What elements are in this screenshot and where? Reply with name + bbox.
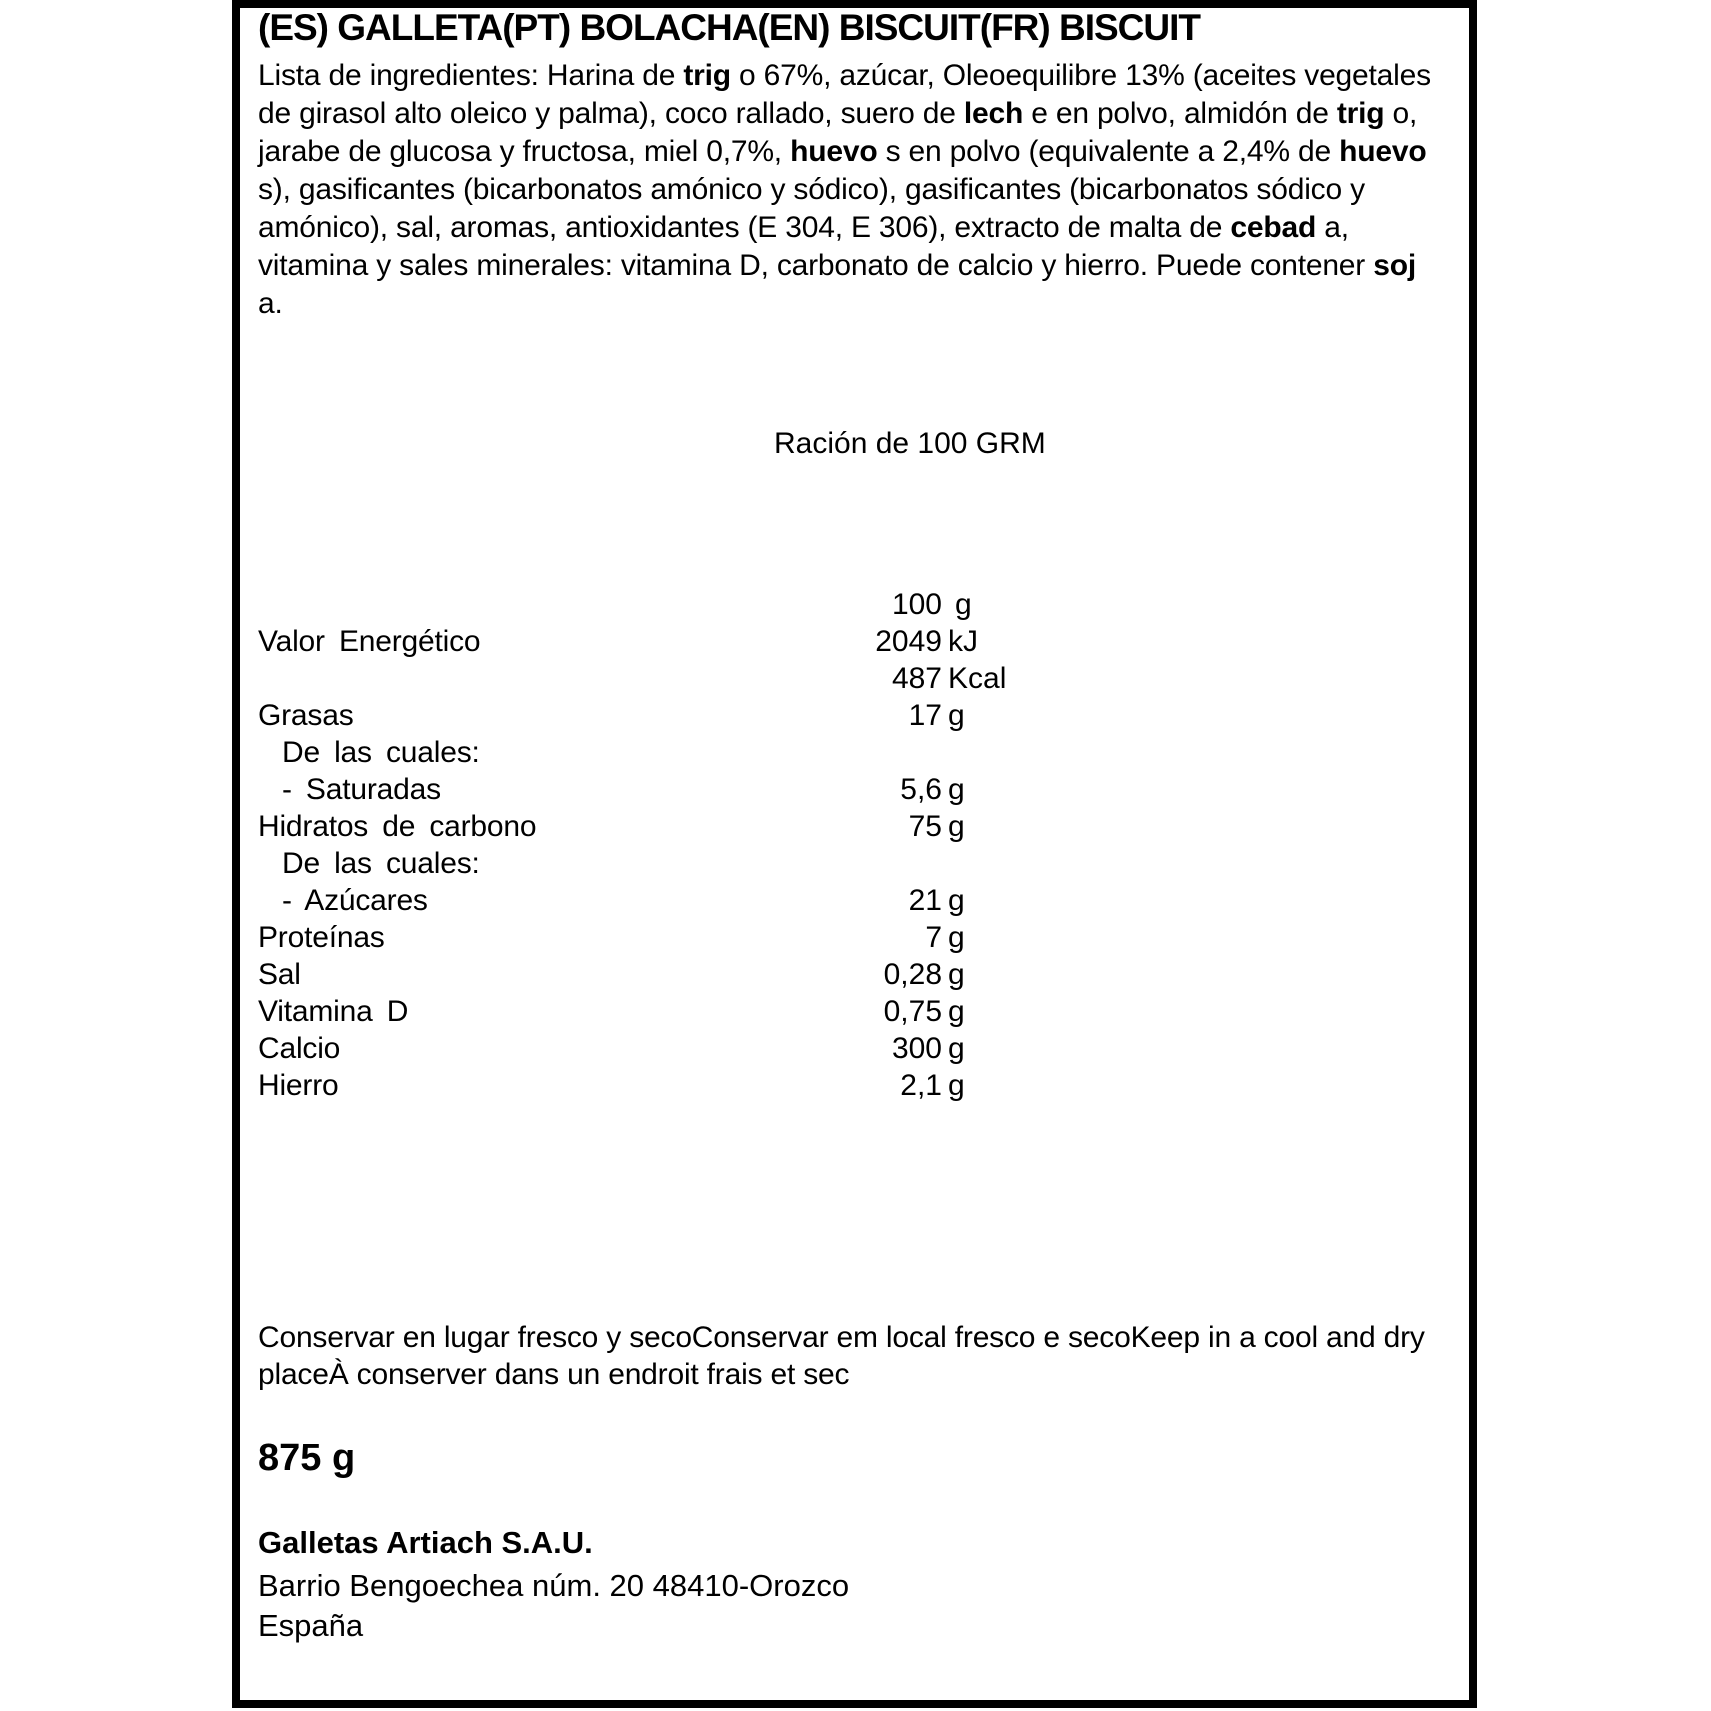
text-segment: s en polvo (equivalente a 2,4% de — [877, 135, 1340, 168]
manufacturer-address: Barrio Bengoechea núm. 20 48410-Orozco — [258, 1568, 850, 1603]
nutrition-row — [258, 808, 1458, 845]
nutrition-row — [258, 697, 1458, 734]
nutrition-row — [258, 660, 1458, 697]
nutrition-row-label: Proteínas — [258, 921, 385, 954]
serving-size-heading: Ración de 100 GRM — [774, 427, 1046, 460]
nutrition-row-unit: g — [948, 699, 965, 732]
text-segment: a. — [258, 287, 283, 320]
nutrition-row-label: De las cuales: — [282, 847, 480, 880]
net-weight: 875 g — [258, 1437, 356, 1479]
nutrition-row-label: Vitamina D — [258, 995, 409, 1028]
nutrition-row-unit: Kcal — [948, 662, 1007, 695]
text-segment: soj — [1373, 249, 1416, 282]
nutrition-row-unit: g — [948, 1032, 965, 1065]
nutrition-row-value: 0,28 — [883, 958, 942, 991]
nutrition-row — [258, 845, 1458, 882]
nutrition-table — [258, 586, 1458, 1104]
text-segment: lech — [963, 97, 1024, 130]
nutrition-row-label: - Saturadas — [282, 773, 441, 806]
text-segment: trig — [683, 59, 731, 92]
nutrition-row-value: 17 — [908, 699, 942, 732]
text-segment: trig — [1336, 97, 1385, 130]
nutrition-row — [258, 1067, 1458, 1104]
text-segment: a, vitamina y sales minerales: vitamina D, carbonato de calcio y hierro. Puede contener — [258, 211, 1374, 282]
nutrition-row-label: Sal — [258, 958, 301, 991]
text-segment: o 67%, azúcar, Oleoequilibre 13% (aceites vegetales de girasol alto oleico y palma), coco rallado, suero de — [258, 59, 1431, 130]
nutrition-row-label: Grasas — [258, 699, 354, 732]
nutrition-row-label: - Azúcares — [282, 884, 428, 917]
nutrition-row-value: 75 — [908, 810, 942, 843]
nutrition-row-value: 2049 — [875, 625, 942, 658]
nutrition-header-row — [258, 586, 1458, 623]
text-segment: o, jarabe de glucosa y fructosa, miel 0,7%, — [258, 97, 1418, 168]
nutrition-row-value: 2,1 — [900, 1069, 942, 1102]
product-title: (ES) GALLETA(PT) BOLACHA(EN) BISCUIT(FR) BISCUIT — [258, 7, 1200, 48]
nutrition-row-unit: kJ — [948, 625, 978, 658]
text-segment: Lista de ingredientes: Harina de — [258, 59, 684, 92]
nutrition-row-label: Hierro — [258, 1069, 339, 1102]
text-segment: huevo — [790, 135, 878, 168]
nutrition-row — [258, 734, 1458, 771]
nutrition-row-label: De las cuales: — [282, 736, 480, 769]
nutrition-row-value: 21 — [908, 884, 942, 917]
ingredients-paragraph — [258, 57, 1443, 323]
nutrition-row — [258, 956, 1458, 993]
nutrition-row — [258, 993, 1458, 1030]
nutrition-row-value: 300 — [891, 1032, 942, 1065]
nutrition-row — [258, 882, 1458, 919]
text-segment: s), gasificantes (bicarbonatos amónico y sódico), gasificantes (bicarbonatos sódico y amónico), sal, aromas, antioxidantes (E 304, E 306), extracto de malta de — [258, 173, 1365, 244]
nutrition-row-unit: g — [948, 810, 965, 843]
text-segment: e en polvo, almidón de — [1023, 97, 1337, 130]
nutrition-row-unit: g — [948, 995, 965, 1028]
nutrition-row-label: Hidratos de carbono — [258, 810, 537, 843]
nutrition-row-value: 7 — [925, 921, 942, 954]
storage-instructions: Conservar en lugar fresco y secoConservar em local fresco e secoKeep in a cool and dry placeÀ conserver dans un endroit frais et sec — [258, 1321, 1425, 1391]
manufacturer-country: España — [258, 1608, 364, 1643]
text-segment: cebad — [1230, 211, 1317, 244]
nutrition-row-value: 5,6 — [900, 773, 942, 806]
nutrition-row — [258, 771, 1458, 808]
nutrition-row-unit: g — [948, 884, 965, 917]
nutrition-row-unit: g — [948, 773, 965, 806]
nutrition-row — [258, 623, 1458, 660]
nutrition-row-value: 0,75 — [883, 995, 942, 1028]
nutrition-row-label: Valor Energético — [258, 625, 481, 658]
nutrition-row — [258, 1030, 1458, 1067]
nutrition-row-unit: g — [948, 958, 965, 991]
nutrition-row-unit: g — [948, 921, 965, 954]
manufacturer-name: Galletas Artiach S.A.U. — [258, 1525, 593, 1560]
text-segment: huevo — [1339, 135, 1427, 168]
nutrition-column-header-unit: g — [955, 588, 972, 621]
nutrition-rows — [258, 623, 1458, 1104]
nutrition-row-label: Calcio — [258, 1032, 341, 1065]
nutrition-row-value: 487 — [891, 662, 942, 695]
nutrition-column-header-value: 100 — [891, 588, 942, 621]
label-frame — [232, 0, 1477, 1708]
nutrition-row-unit: g — [948, 1069, 965, 1102]
nutrition-row — [258, 919, 1458, 956]
